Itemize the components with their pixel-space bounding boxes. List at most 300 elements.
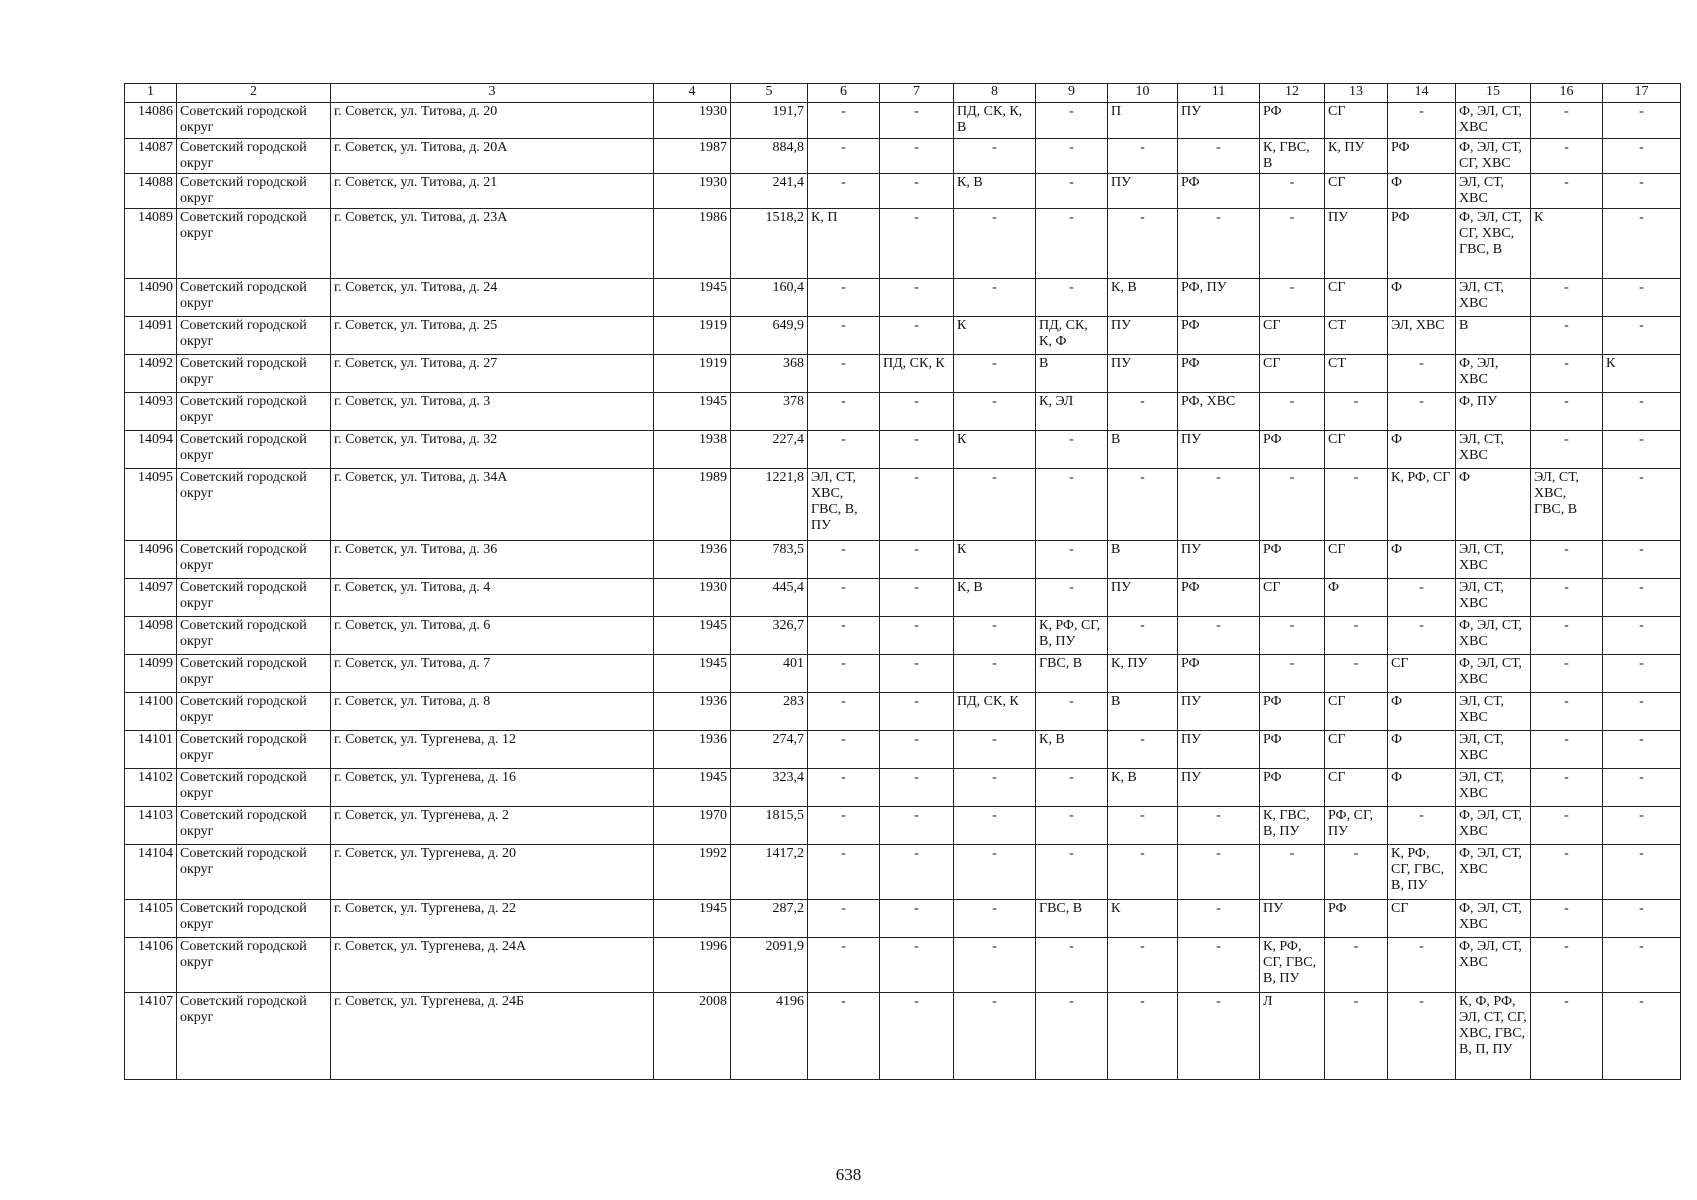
row-number: 14086 [125,103,177,139]
col-15-cell: ЭЛ, СТ, ХВС [1456,431,1531,469]
col-16-cell: К [1531,209,1603,279]
col-15-cell: Ф, ЭЛ, СТ, СГ, ХВС, ГВС, В [1456,209,1531,279]
col-12-cell: - [1260,845,1325,900]
col-12-cell: - [1260,174,1325,209]
year-cell: 1936 [654,693,731,731]
col-11-cell: - [1178,900,1260,938]
address-cell: г. Советск, ул. Тургенева, д. 22 [331,900,654,938]
col-14-cell: СГ [1388,900,1456,938]
address-cell: г. Советск, ул. Титова, д. 20А [331,139,654,174]
col-7-cell: - [880,431,954,469]
address-cell: г. Советск, ул. Тургенева, д. 24Б [331,993,654,1080]
row-number: 14096 [125,541,177,579]
col-6-cell: - [808,174,880,209]
col-8-cell: - [954,845,1036,900]
col-8-cell: К, В [954,579,1036,617]
municipality-cell: Советский городской округ [177,993,331,1080]
col-11-cell: ПУ [1178,731,1260,769]
area-cell: 884,8 [731,139,808,174]
row-number: 14100 [125,693,177,731]
col-13-cell: СГ [1325,731,1388,769]
col-13-cell: СГ [1325,769,1388,807]
row-number: 14107 [125,993,177,1080]
col-12-cell: К, ГВС, В, ПУ [1260,807,1325,845]
col-9-cell: - [1036,938,1108,993]
col-7-cell: - [880,139,954,174]
col-15-cell: Ф, ЭЛ, СТ, СГ, ХВС [1456,139,1531,174]
col-11-cell: - [1178,469,1260,541]
col-17-cell: - [1603,393,1681,431]
col-11-cell: ПУ [1178,431,1260,469]
col-7-cell: - [880,174,954,209]
table-row [125,938,1681,993]
col-16-cell: - [1531,938,1603,993]
col-6-cell: - [808,579,880,617]
col-11-cell: ПУ [1178,769,1260,807]
col-11-cell: - [1178,993,1260,1080]
municipality-cell: Советский городской округ [177,469,331,541]
col-8-cell: ПД, СК, К [954,693,1036,731]
area-cell: 1221,8 [731,469,808,541]
municipality-cell: Советский городской округ [177,807,331,845]
col-8-cell: - [954,900,1036,938]
col-10-cell: - [1108,393,1178,431]
col-11-cell: - [1178,139,1260,174]
row-number: 14094 [125,431,177,469]
col-12-cell: К, РФ, СГ, ГВС, В, ПУ [1260,938,1325,993]
col-12-cell: - [1260,393,1325,431]
year-cell: 1936 [654,731,731,769]
col-9-cell: - [1036,174,1108,209]
col-8-cell: - [954,655,1036,693]
col-15-cell: Ф, ПУ [1456,393,1531,431]
column-header: 5 [731,84,808,103]
address-cell: г. Советск, ул. Титова, д. 25 [331,317,654,355]
table-row [125,103,1681,139]
year-cell: 1945 [654,617,731,655]
col-16-cell: - [1531,769,1603,807]
col-17-cell: - [1603,174,1681,209]
column-header: 3 [331,84,654,103]
col-7-cell: - [880,209,954,279]
col-14-cell: - [1388,103,1456,139]
col-17-cell: - [1603,579,1681,617]
table-row [125,900,1681,938]
table-row [125,845,1681,900]
col-6-cell: ЭЛ, СТ, ХВС, ГВС, В, ПУ [808,469,880,541]
col-8-cell: К [954,541,1036,579]
column-header: 1 [125,84,177,103]
col-6-cell: - [808,139,880,174]
municipality-cell: Советский городской округ [177,938,331,993]
year-cell: 1919 [654,355,731,393]
area-cell: 401 [731,655,808,693]
col-6-cell: - [808,431,880,469]
col-16-cell: - [1531,993,1603,1080]
address-cell: г. Советск, ул. Титова, д. 21 [331,174,654,209]
col-9-cell: - [1036,431,1108,469]
col-10-cell: - [1108,938,1178,993]
col-7-cell: - [880,317,954,355]
col-6-cell: - [808,393,880,431]
table-row [125,579,1681,617]
area-cell: 649,9 [731,317,808,355]
col-6-cell: - [808,541,880,579]
column-header: 13 [1325,84,1388,103]
address-cell: г. Советск, ул. Титова, д. 6 [331,617,654,655]
col-14-cell: ЭЛ, ХВС [1388,317,1456,355]
col-8-cell: - [954,731,1036,769]
year-cell: 1936 [654,541,731,579]
col-14-cell: Ф [1388,541,1456,579]
row-number: 14097 [125,579,177,617]
year-cell: 1938 [654,431,731,469]
col-13-cell: СГ [1325,541,1388,579]
year-cell: 1987 [654,139,731,174]
col-8-cell: - [954,993,1036,1080]
col-17-cell: - [1603,139,1681,174]
area-cell: 378 [731,393,808,431]
row-number: 14106 [125,938,177,993]
col-13-cell: СГ [1325,174,1388,209]
table-row [125,541,1681,579]
col-6-cell: - [808,993,880,1080]
area-cell: 323,4 [731,769,808,807]
address-cell: г. Советск, ул. Титова, д. 32 [331,431,654,469]
col-6-cell: - [808,617,880,655]
col-13-cell: - [1325,845,1388,900]
table-row [125,279,1681,317]
row-number: 14087 [125,139,177,174]
col-13-cell: СГ [1325,103,1388,139]
col-12-cell: - [1260,209,1325,279]
col-8-cell: - [954,355,1036,393]
col-11-cell: РФ [1178,317,1260,355]
col-16-cell: - [1531,807,1603,845]
address-cell: г. Советск, ул. Тургенева, д. 2 [331,807,654,845]
col-17-cell: - [1603,431,1681,469]
col-16-cell: - [1531,617,1603,655]
area-cell: 227,4 [731,431,808,469]
col-9-cell: К, РФ, СГ, В, ПУ [1036,617,1108,655]
col-14-cell: РФ [1388,209,1456,279]
address-cell: г. Советск, ул. Тургенева, д. 24А [331,938,654,993]
municipality-cell: Советский городской округ [177,617,331,655]
col-14-cell: СГ [1388,655,1456,693]
row-number: 14091 [125,317,177,355]
col-9-cell: - [1036,103,1108,139]
col-7-cell: - [880,393,954,431]
col-10-cell: К [1108,900,1178,938]
year-cell: 1992 [654,845,731,900]
col-10-cell: П [1108,103,1178,139]
col-16-cell: - [1531,845,1603,900]
col-13-cell: РФ, СГ, ПУ [1325,807,1388,845]
row-number: 14088 [125,174,177,209]
col-6-cell: К, П [808,209,880,279]
address-cell: г. Советск, ул. Титова, д. 23А [331,209,654,279]
col-16-cell: - [1531,317,1603,355]
col-13-cell: СГ [1325,431,1388,469]
col-10-cell: ПУ [1108,317,1178,355]
col-12-cell: РФ [1260,431,1325,469]
col-11-cell: - [1178,845,1260,900]
col-7-cell: - [880,469,954,541]
row-number: 14089 [125,209,177,279]
col-7-cell: ПД, СК, К [880,355,954,393]
data-table [124,83,1681,1080]
col-13-cell: - [1325,393,1388,431]
col-7-cell: - [880,845,954,900]
col-16-cell: ЭЛ, СТ, ХВС, ГВС, В [1531,469,1603,541]
col-16-cell: - [1531,279,1603,317]
col-7-cell: - [880,103,954,139]
col-8-cell: - [954,393,1036,431]
col-12-cell: К, ГВС, В [1260,139,1325,174]
column-header: 2 [177,84,331,103]
col-12-cell: - [1260,279,1325,317]
column-header: 4 [654,84,731,103]
col-9-cell: - [1036,845,1108,900]
col-10-cell: - [1108,731,1178,769]
col-7-cell: - [880,617,954,655]
col-15-cell: Ф, ЭЛ, СТ, ХВС [1456,103,1531,139]
col-8-cell: - [954,938,1036,993]
col-10-cell: - [1108,209,1178,279]
municipality-cell: Советский городской округ [177,174,331,209]
col-17-cell: - [1603,993,1681,1080]
col-14-cell: РФ [1388,139,1456,174]
col-10-cell: В [1108,431,1178,469]
area-cell: 191,7 [731,103,808,139]
col-10-cell: - [1108,139,1178,174]
col-17-cell: - [1603,807,1681,845]
col-9-cell: В [1036,355,1108,393]
col-12-cell: СГ [1260,579,1325,617]
col-14-cell: - [1388,617,1456,655]
table-row [125,617,1681,655]
col-9-cell: - [1036,579,1108,617]
col-12-cell: РФ [1260,693,1325,731]
col-11-cell: - [1178,807,1260,845]
column-header: 9 [1036,84,1108,103]
area-cell: 241,4 [731,174,808,209]
col-16-cell: - [1531,139,1603,174]
col-12-cell: - [1260,655,1325,693]
table-row [125,807,1681,845]
col-8-cell: - [954,469,1036,541]
address-cell: г. Советск, ул. Титова, д. 27 [331,355,654,393]
col-11-cell: - [1178,617,1260,655]
col-7-cell: - [880,541,954,579]
year-cell: 1919 [654,317,731,355]
col-16-cell: - [1531,431,1603,469]
row-number: 14093 [125,393,177,431]
col-15-cell: ЭЛ, СТ, ХВС [1456,174,1531,209]
area-cell: 1417,2 [731,845,808,900]
column-header: 17 [1603,84,1681,103]
col-13-cell: Ф [1325,579,1388,617]
col-10-cell: ПУ [1108,579,1178,617]
row-number: 14098 [125,617,177,655]
col-17-cell: - [1603,900,1681,938]
area-cell: 445,4 [731,579,808,617]
col-9-cell: - [1036,469,1108,541]
area-cell: 274,7 [731,731,808,769]
col-6-cell: - [808,693,880,731]
col-9-cell: К, В [1036,731,1108,769]
year-cell: 1930 [654,103,731,139]
col-7-cell: - [880,693,954,731]
col-17-cell: - [1603,731,1681,769]
col-10-cell: - [1108,469,1178,541]
col-9-cell: - [1036,279,1108,317]
address-cell: г. Советск, ул. Тургенева, д. 20 [331,845,654,900]
col-17-cell: - [1603,693,1681,731]
col-15-cell: Ф, ЭЛ, СТ, ХВС [1456,938,1531,993]
table-row [125,174,1681,209]
col-15-cell: К, Ф, РФ, ЭЛ, СТ, СГ, ХВС, ГВС, В, П, ПУ [1456,993,1531,1080]
col-14-cell: - [1388,355,1456,393]
col-11-cell: ПУ [1178,103,1260,139]
col-10-cell: К, ПУ [1108,655,1178,693]
area-cell: 4196 [731,993,808,1080]
col-8-cell: - [954,279,1036,317]
col-15-cell: ЭЛ, СТ, ХВС [1456,769,1531,807]
col-6-cell: - [808,103,880,139]
col-9-cell: - [1036,693,1108,731]
col-10-cell: К, В [1108,279,1178,317]
col-9-cell: - [1036,769,1108,807]
row-number: 14099 [125,655,177,693]
address-cell: г. Советск, ул. Титова, д. 4 [331,579,654,617]
municipality-cell: Советский городской округ [177,431,331,469]
col-6-cell: - [808,655,880,693]
col-16-cell: - [1531,900,1603,938]
table-body [125,84,1681,1080]
col-13-cell: К, ПУ [1325,139,1388,174]
col-15-cell: ЭЛ, СТ, ХВС [1456,693,1531,731]
col-15-cell: ЭЛ, СТ, ХВС [1456,279,1531,317]
col-9-cell: - [1036,541,1108,579]
column-header: 11 [1178,84,1260,103]
col-15-cell: Ф, ЭЛ, СТ, ХВС [1456,845,1531,900]
col-9-cell: - [1036,139,1108,174]
municipality-cell: Советский городской округ [177,103,331,139]
col-8-cell: - [954,807,1036,845]
col-6-cell: - [808,317,880,355]
column-header: 12 [1260,84,1325,103]
col-6-cell: - [808,279,880,317]
col-8-cell: К [954,431,1036,469]
col-9-cell: К, ЭЛ [1036,393,1108,431]
address-cell: г. Советск, ул. Тургенева, д. 16 [331,769,654,807]
address-cell: г. Советск, ул. Титова, д. 36 [331,541,654,579]
col-15-cell: ЭЛ, СТ, ХВС [1456,731,1531,769]
col-11-cell: ПУ [1178,541,1260,579]
table-row [125,769,1681,807]
col-17-cell: - [1603,617,1681,655]
col-6-cell: - [808,938,880,993]
year-cell: 1986 [654,209,731,279]
col-12-cell: СГ [1260,317,1325,355]
col-12-cell: РФ [1260,731,1325,769]
col-8-cell: К, В [954,174,1036,209]
col-7-cell: - [880,731,954,769]
col-13-cell: - [1325,469,1388,541]
col-11-cell: - [1178,938,1260,993]
table-row [125,209,1681,279]
table-row [125,655,1681,693]
col-11-cell: - [1178,209,1260,279]
col-14-cell: - [1388,993,1456,1080]
col-14-cell: - [1388,807,1456,845]
municipality-cell: Советский городской округ [177,655,331,693]
col-11-cell: РФ [1178,174,1260,209]
col-10-cell: В [1108,541,1178,579]
address-cell: г. Советск, ул. Титова, д. 34А [331,469,654,541]
col-11-cell: ПУ [1178,693,1260,731]
col-17-cell: - [1603,938,1681,993]
col-7-cell: - [880,279,954,317]
year-cell: 1930 [654,174,731,209]
col-17-cell: - [1603,279,1681,317]
table-row [125,139,1681,174]
col-6-cell: - [808,807,880,845]
col-8-cell: К [954,317,1036,355]
col-16-cell: - [1531,174,1603,209]
col-6-cell: - [808,769,880,807]
area-cell: 783,5 [731,541,808,579]
col-10-cell: - [1108,993,1178,1080]
row-number: 14095 [125,469,177,541]
column-header: 14 [1388,84,1456,103]
year-cell: 1970 [654,807,731,845]
col-16-cell: - [1531,731,1603,769]
col-16-cell: - [1531,693,1603,731]
municipality-cell: Советский городской округ [177,393,331,431]
table-row [125,431,1681,469]
area-cell: 1518,2 [731,209,808,279]
year-cell: 1945 [654,655,731,693]
table-row [125,993,1681,1080]
municipality-cell: Советский городской округ [177,769,331,807]
col-7-cell: - [880,655,954,693]
table-row [125,355,1681,393]
table-row [125,317,1681,355]
col-7-cell: - [880,900,954,938]
col-13-cell: ПУ [1325,209,1388,279]
col-9-cell: - [1036,807,1108,845]
col-14-cell: - [1388,938,1456,993]
col-12-cell: ПУ [1260,900,1325,938]
municipality-cell: Советский городской округ [177,845,331,900]
col-15-cell: Ф, ЭЛ, СТ, ХВС [1456,617,1531,655]
col-13-cell: РФ [1325,900,1388,938]
area-cell: 2091,9 [731,938,808,993]
municipality-cell: Советский городской округ [177,209,331,279]
col-8-cell: - [954,617,1036,655]
row-number: 14104 [125,845,177,900]
table-row [125,393,1681,431]
year-cell: 1996 [654,938,731,993]
area-cell: 326,7 [731,617,808,655]
col-11-cell: РФ, ПУ [1178,279,1260,317]
table-row [125,469,1681,541]
area-cell: 368 [731,355,808,393]
col-10-cell: В [1108,693,1178,731]
col-8-cell: - [954,769,1036,807]
